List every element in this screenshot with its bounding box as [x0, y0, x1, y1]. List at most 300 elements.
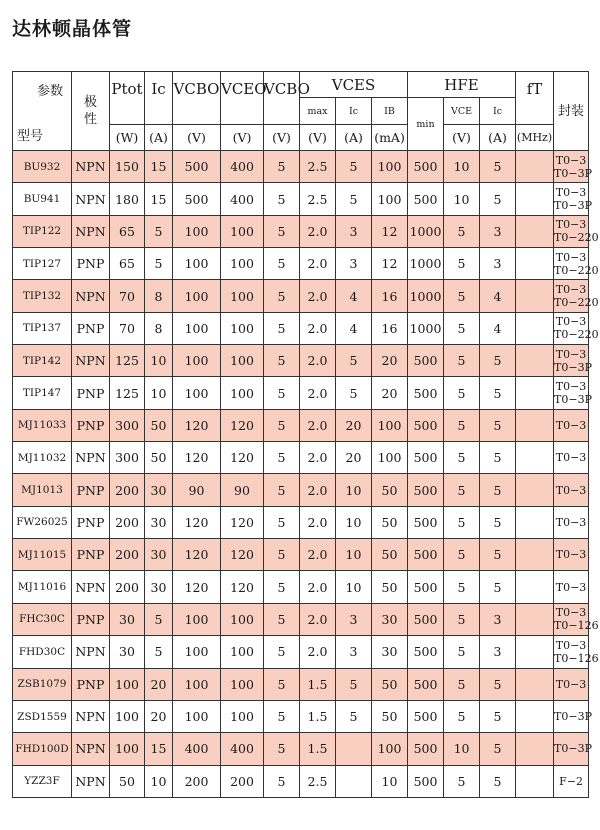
- model-cell: MJ11016: [13, 571, 72, 603]
- hfe-min-cell: 500: [408, 636, 444, 668]
- header-param: 参数: [36, 84, 63, 99]
- model-cell: TIP147: [13, 377, 72, 409]
- hfe-vce-cell: 5: [444, 603, 480, 635]
- ft-cell: [516, 442, 554, 474]
- ic-cell: 15: [145, 151, 173, 183]
- hfe-min-cell: 1000: [408, 215, 444, 247]
- package-label: T0−126: [554, 619, 599, 633]
- vceo-cell: 100: [221, 668, 264, 700]
- vces-ic-cell: 3: [336, 248, 372, 280]
- vcbo-cell: 120: [173, 571, 221, 603]
- package-cell: [554, 248, 599, 280]
- model-cell: TIP127: [13, 248, 72, 280]
- header-vces-max: max: [300, 98, 336, 125]
- hfe-ic-cell: 5: [480, 733, 516, 765]
- ft-cell: [516, 765, 554, 797]
- ptot-cell: 65: [110, 248, 145, 280]
- vces-ic-cell: 5: [336, 668, 372, 700]
- package-label: T0−3: [555, 580, 587, 594]
- vceo-cell: 90: [221, 474, 264, 506]
- vces-max-cell: 2.0: [300, 215, 336, 247]
- vceo-cell: 100: [221, 280, 264, 312]
- table-header: [13, 72, 589, 151]
- vces-ic-cell: 3: [336, 215, 372, 247]
- vces-ib-cell: 50: [372, 506, 408, 538]
- polarity-cell: NPN: [72, 215, 110, 247]
- vceo-cell: 100: [221, 636, 264, 668]
- header-vces-max-unit: (V): [300, 125, 336, 151]
- package-label: T0−3: [555, 250, 587, 264]
- ptot-cell: 100: [110, 700, 145, 732]
- vcbo-cell: 100: [173, 248, 221, 280]
- package-label: T0−220: [554, 263, 599, 277]
- package-label: T0−3P: [554, 166, 592, 180]
- vceo-cell: 200: [221, 765, 264, 797]
- vces-max-cell: 2.0: [300, 280, 336, 312]
- vebo-cell: 5: [264, 345, 300, 377]
- package-cell: [554, 733, 592, 765]
- vcbo-cell: 120: [173, 506, 221, 538]
- vebo-cell: 5: [264, 409, 300, 441]
- table-row: [13, 474, 589, 506]
- vceo-cell: 120: [221, 539, 264, 571]
- table-row: [13, 151, 589, 183]
- model-cell: MJ11032: [13, 442, 72, 474]
- polarity-cell: NPN: [72, 442, 110, 474]
- ptot-cell: 150: [110, 151, 145, 183]
- vces-ib-cell: 50: [372, 571, 408, 603]
- hfe-ic-cell: 5: [480, 345, 516, 377]
- header-polarity: 极性: [72, 72, 110, 151]
- vces-max-cell: 2.0: [300, 442, 336, 474]
- vebo-cell: 5: [264, 151, 300, 183]
- ft-cell: [516, 409, 554, 441]
- vebo-cell: 5: [264, 215, 300, 247]
- hfe-ic-cell: 3: [480, 603, 516, 635]
- ft-cell: [516, 603, 554, 635]
- polarity-cell: NPN: [72, 700, 110, 732]
- hfe-ic-cell: 5: [480, 571, 516, 603]
- table-row: [13, 183, 589, 215]
- vces-ic-cell: 10: [336, 474, 372, 506]
- ft-cell: [516, 636, 554, 668]
- model-cell: TIP122: [13, 215, 72, 247]
- package-cell: [554, 183, 592, 215]
- polarity-cell: NPN: [72, 571, 110, 603]
- vcbo-cell: 100: [173, 636, 221, 668]
- hfe-min-cell: 500: [408, 183, 444, 215]
- model-cell: FHD30C: [13, 636, 72, 668]
- table-row: [13, 506, 589, 538]
- vebo-cell: 5: [264, 636, 300, 668]
- hfe-vce-cell: 5: [444, 312, 480, 344]
- polarity-cell: PNP: [72, 377, 110, 409]
- ft-cell: [516, 733, 554, 765]
- model-cell: FHC30C: [13, 603, 72, 635]
- vces-max-cell: 2.0: [300, 377, 336, 409]
- polarity-cell: PNP: [72, 603, 110, 635]
- hfe-vce-cell: 5: [444, 280, 480, 312]
- polarity-cell: NPN: [72, 733, 110, 765]
- hfe-vce-cell: 10: [444, 151, 480, 183]
- ptot-cell: 50: [110, 765, 145, 797]
- ptot-cell: 200: [110, 474, 145, 506]
- table-row: [13, 248, 589, 280]
- hfe-ic-cell: 4: [480, 280, 516, 312]
- package-label: T0−3: [555, 677, 587, 691]
- vceo-cell: 100: [221, 248, 264, 280]
- header-ft: fT: [516, 72, 554, 125]
- vces-ic-cell: 5: [336, 377, 372, 409]
- table-row: [13, 442, 589, 474]
- hfe-ic-cell: 5: [480, 539, 516, 571]
- header-vebo: VCBO: [264, 72, 300, 125]
- vces-ic-cell: 10: [336, 571, 372, 603]
- ft-cell: [516, 506, 554, 538]
- vces-ib-cell: 50: [372, 474, 408, 506]
- vcbo-cell: 100: [173, 345, 221, 377]
- header-vces: VCES: [300, 72, 408, 98]
- vces-ic-cell: [336, 733, 372, 765]
- vebo-cell: 5: [264, 668, 300, 700]
- vceo-cell: 400: [221, 183, 264, 215]
- hfe-min-cell: 500: [408, 571, 444, 603]
- vebo-cell: 5: [264, 474, 300, 506]
- hfe-vce-cell: 5: [444, 215, 480, 247]
- hfe-ic-cell: 5: [480, 668, 516, 700]
- vces-max-cell: 1.5: [300, 733, 336, 765]
- hfe-vce-cell: 5: [444, 506, 480, 538]
- vcbo-cell: 100: [173, 377, 221, 409]
- hfe-ic-cell: 5: [480, 765, 516, 797]
- hfe-vce-cell: 5: [444, 409, 480, 441]
- model-cell: ZSD1559: [13, 700, 72, 732]
- vceo-cell: 100: [221, 345, 264, 377]
- vces-ib-cell: 30: [372, 636, 408, 668]
- model-cell: ZSB1079: [13, 668, 72, 700]
- table-row: [13, 312, 589, 344]
- package-label: T0−3: [555, 380, 587, 394]
- polarity-cell: NPN: [72, 280, 110, 312]
- package-label: F−2: [559, 774, 583, 788]
- package-cell: [554, 215, 599, 247]
- hfe-ic-cell: 5: [480, 506, 516, 538]
- vebo-cell: 5: [264, 506, 300, 538]
- table-row: [13, 409, 589, 441]
- hfe-ic-cell: 5: [480, 183, 516, 215]
- package-cell: [554, 312, 599, 344]
- vces-ib-cell: 20: [372, 377, 408, 409]
- model-cell: MJ11033: [13, 409, 72, 441]
- table-row: [13, 377, 589, 409]
- model-cell: MJ11015: [13, 539, 72, 571]
- package-cell: [554, 571, 589, 603]
- vces-ib-cell: 16: [372, 312, 408, 344]
- vces-ic-cell: 5: [336, 151, 372, 183]
- vceo-cell: 100: [221, 700, 264, 732]
- ft-cell: [516, 312, 554, 344]
- ic-cell: 10: [145, 765, 173, 797]
- vcbo-cell: 500: [173, 151, 221, 183]
- vces-ib-cell: 12: [372, 215, 408, 247]
- package-label: T0−3P: [554, 360, 592, 374]
- hfe-min-cell: 500: [408, 603, 444, 635]
- vces-max-cell: 1.5: [300, 668, 336, 700]
- hfe-ic-cell: 5: [480, 377, 516, 409]
- hfe-min-cell: 1000: [408, 280, 444, 312]
- table-row: [13, 733, 589, 765]
- ic-cell: 5: [145, 215, 173, 247]
- ptot-cell: 30: [110, 636, 145, 668]
- vces-ib-cell: 100: [372, 183, 408, 215]
- package-label: T0−3P: [554, 199, 592, 213]
- header-ptot-unit: (W): [110, 125, 145, 151]
- vebo-cell: 5: [264, 248, 300, 280]
- package-cell: [554, 474, 589, 506]
- ft-cell: [516, 183, 554, 215]
- hfe-ic-cell: 5: [480, 700, 516, 732]
- package-label: T0−220: [554, 328, 599, 342]
- ptot-cell: 300: [110, 442, 145, 474]
- hfe-min-cell: 1000: [408, 312, 444, 344]
- hfe-min-cell: 500: [408, 442, 444, 474]
- ic-cell: 30: [145, 571, 173, 603]
- header-param-model: [13, 72, 72, 151]
- ic-cell: 20: [145, 700, 173, 732]
- ic-cell: 10: [145, 345, 173, 377]
- hfe-min-cell: 500: [408, 345, 444, 377]
- table-row: [13, 700, 589, 732]
- vces-ic-cell: 4: [336, 312, 372, 344]
- model-cell: TIP137: [13, 312, 72, 344]
- vces-ib-cell: 100: [372, 733, 408, 765]
- vces-max-cell: 2.5: [300, 183, 336, 215]
- package-cell: [554, 280, 599, 312]
- hfe-ic-cell: 3: [480, 636, 516, 668]
- header-vceo: VCEO: [221, 72, 264, 125]
- ptot-cell: 125: [110, 377, 145, 409]
- hfe-vce-cell: 5: [444, 377, 480, 409]
- ft-cell: [516, 668, 554, 700]
- hfe-vce-cell: 5: [444, 248, 480, 280]
- vces-max-cell: 2.0: [300, 506, 336, 538]
- vces-max-cell: 2.0: [300, 312, 336, 344]
- header-vceo-unit: (V): [221, 125, 264, 151]
- polarity-cell: PNP: [72, 474, 110, 506]
- vceo-cell: 120: [221, 571, 264, 603]
- hfe-min-cell: 500: [408, 506, 444, 538]
- hfe-ic-cell: 4: [480, 312, 516, 344]
- table-row: [13, 765, 589, 797]
- vces-ib-cell: 50: [372, 539, 408, 571]
- vcbo-cell: 120: [173, 539, 221, 571]
- vcbo-cell: 100: [173, 603, 221, 635]
- page-title: 达林顿晶体管: [12, 18, 133, 40]
- ft-cell: [516, 345, 554, 377]
- vebo-cell: 5: [264, 442, 300, 474]
- polarity-cell: PNP: [72, 506, 110, 538]
- vebo-cell: 5: [264, 603, 300, 635]
- package-label: T0−3: [555, 347, 587, 361]
- polarity-cell: PNP: [72, 668, 110, 700]
- vcbo-cell: 120: [173, 409, 221, 441]
- vcbo-cell: 100: [173, 312, 221, 344]
- vceo-cell: 120: [221, 506, 264, 538]
- polarity-cell: PNP: [72, 312, 110, 344]
- hfe-min-cell: 500: [408, 733, 444, 765]
- vceo-cell: 100: [221, 603, 264, 635]
- vces-ib-cell: 50: [372, 668, 408, 700]
- vces-ic-cell: 3: [336, 603, 372, 635]
- ic-cell: 30: [145, 539, 173, 571]
- hfe-min-cell: 500: [408, 409, 444, 441]
- vebo-cell: 5: [264, 733, 300, 765]
- ic-cell: 50: [145, 442, 173, 474]
- ft-cell: [516, 215, 554, 247]
- package-label: T0−3P: [554, 742, 592, 756]
- hfe-ic-cell: 3: [480, 248, 516, 280]
- table-row: [13, 668, 589, 700]
- vces-ic-cell: 3: [336, 636, 372, 668]
- ptot-cell: 70: [110, 280, 145, 312]
- vces-ib-cell: 16: [372, 280, 408, 312]
- package-label: T0−3: [555, 451, 587, 465]
- header-hfe-ic-unit: (A): [480, 125, 516, 151]
- package-label: T0−3: [555, 515, 587, 529]
- model-cell: YZZ3F: [13, 765, 72, 797]
- ic-cell: 5: [145, 248, 173, 280]
- vces-ic-cell: 10: [336, 539, 372, 571]
- package-label: T0−3P: [554, 710, 592, 724]
- polarity-cell: NPN: [72, 183, 110, 215]
- vces-ic-cell: 20: [336, 409, 372, 441]
- vces-ic-cell: 20: [336, 442, 372, 474]
- package-label: T0−220: [554, 296, 599, 310]
- vces-ib-cell: 30: [372, 603, 408, 635]
- table-row: [13, 345, 589, 377]
- vcbo-cell: 90: [173, 474, 221, 506]
- ft-cell: [516, 280, 554, 312]
- hfe-vce-cell: 5: [444, 474, 480, 506]
- ic-cell: 8: [145, 280, 173, 312]
- package-cell: [554, 151, 592, 183]
- hfe-ic-cell: 5: [480, 474, 516, 506]
- vebo-cell: 5: [264, 377, 300, 409]
- header-hfe-vce: VCE: [444, 98, 480, 125]
- ic-cell: 20: [145, 668, 173, 700]
- hfe-min-cell: 500: [408, 151, 444, 183]
- hfe-ic-cell: 3: [480, 215, 516, 247]
- vces-ib-cell: 100: [372, 442, 408, 474]
- vcbo-cell: 500: [173, 183, 221, 215]
- ft-cell: [516, 248, 554, 280]
- header-hfe-min: min: [408, 98, 444, 151]
- package-label: T0−3: [555, 483, 587, 497]
- vces-max-cell: 2.0: [300, 571, 336, 603]
- model-cell: FW26025: [13, 506, 72, 538]
- package-cell: [554, 765, 589, 797]
- polarity-cell: NPN: [72, 765, 110, 797]
- package-cell: [554, 603, 599, 635]
- header-vebo-unit: (V): [264, 125, 300, 151]
- hfe-ic-cell: 5: [480, 409, 516, 441]
- hfe-vce-cell: 10: [444, 733, 480, 765]
- ft-cell: [516, 571, 554, 603]
- ptot-cell: 30: [110, 603, 145, 635]
- package-cell: [554, 539, 589, 571]
- ic-cell: 30: [145, 474, 173, 506]
- vebo-cell: 5: [264, 280, 300, 312]
- vces-ic-cell: 4: [336, 280, 372, 312]
- hfe-min-cell: 500: [408, 668, 444, 700]
- package-label: T0−3: [555, 315, 587, 329]
- header-ic: Ic: [145, 72, 173, 125]
- package-cell: [554, 506, 589, 538]
- package-label: T0−3: [555, 418, 587, 432]
- header-hfe: HFE: [408, 72, 516, 98]
- vebo-cell: 5: [264, 312, 300, 344]
- table-row: [13, 603, 589, 635]
- ft-cell: [516, 377, 554, 409]
- header-ic-unit: (A): [145, 125, 173, 151]
- vcbo-cell: 100: [173, 280, 221, 312]
- ptot-cell: 125: [110, 345, 145, 377]
- ic-cell: 10: [145, 377, 173, 409]
- vceo-cell: 120: [221, 409, 264, 441]
- polarity-cell: NPN: [72, 345, 110, 377]
- package-cell: [554, 700, 592, 732]
- vces-ib-cell: 10: [372, 765, 408, 797]
- hfe-ic-cell: 5: [480, 442, 516, 474]
- ic-cell: 8: [145, 312, 173, 344]
- vces-max-cell: 2.0: [300, 603, 336, 635]
- vceo-cell: 120: [221, 442, 264, 474]
- vcbo-cell: 120: [173, 442, 221, 474]
- ic-cell: 50: [145, 409, 173, 441]
- vces-ib-cell: 20: [372, 345, 408, 377]
- hfe-min-cell: 500: [408, 539, 444, 571]
- package-label: T0−3: [555, 606, 587, 620]
- header-vces-ib-unit: (mA): [372, 125, 408, 151]
- table-row: [13, 280, 589, 312]
- package-cell: [554, 377, 592, 409]
- table-row: [13, 571, 589, 603]
- hfe-vce-cell: 5: [444, 668, 480, 700]
- polarity-cell: PNP: [72, 539, 110, 571]
- package-label: T0−3: [555, 186, 587, 200]
- table-row: [13, 539, 589, 571]
- vebo-cell: 5: [264, 700, 300, 732]
- vces-max-cell: 2.0: [300, 248, 336, 280]
- vceo-cell: 100: [221, 215, 264, 247]
- vceo-cell: 100: [221, 312, 264, 344]
- vces-ic-cell: 5: [336, 700, 372, 732]
- vebo-cell: 5: [264, 765, 300, 797]
- ptot-cell: 200: [110, 539, 145, 571]
- vces-max-cell: 1.5: [300, 700, 336, 732]
- vcbo-cell: 100: [173, 668, 221, 700]
- header-vces-ib: IB: [372, 98, 408, 125]
- hfe-vce-cell: 5: [444, 571, 480, 603]
- model-cell: FHD100D: [13, 733, 72, 765]
- hfe-min-cell: 500: [408, 765, 444, 797]
- header-vces-ic: Ic: [336, 98, 372, 125]
- ptot-cell: 300: [110, 409, 145, 441]
- header-hfe-vce-unit: (V): [444, 125, 480, 151]
- vebo-cell: 5: [264, 539, 300, 571]
- vces-max-cell: 2.0: [300, 636, 336, 668]
- ptot-cell: 100: [110, 733, 145, 765]
